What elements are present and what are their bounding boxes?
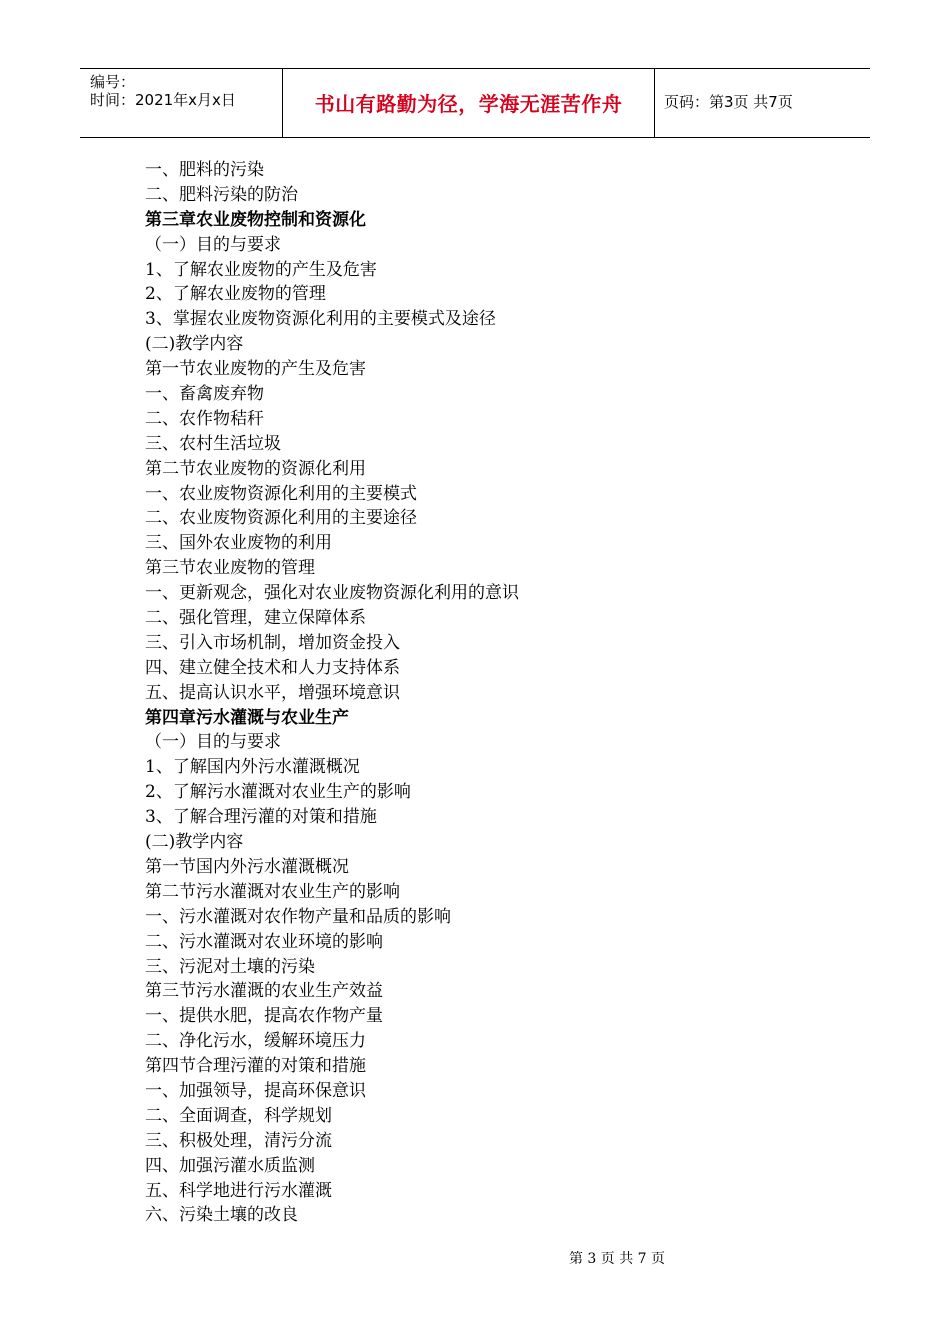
text-line: 2、了解污水灌溉对农业生产的影响 — [145, 782, 411, 803]
document-date: 时间：2021年x月x日 — [90, 91, 236, 109]
text-line: 1、了解国内外污水灌溉概况 — [145, 757, 360, 778]
text-line: 四、加强污灌水质监测 — [145, 1155, 315, 1176]
text-line: 一、污水灌溉对农作物产量和品质的影响 — [145, 906, 451, 927]
text-line: 二、全面调查，科学规划 — [145, 1105, 332, 1126]
text-line: （一）目的与要求 — [145, 234, 281, 255]
text-line: 一、农业废物资源化利用的主要模式 — [145, 483, 417, 504]
text-line: 五、提高认识水平，增强环境意识 — [145, 682, 400, 703]
text-line: 第四节合理污灌的对策和措施 — [145, 1056, 366, 1077]
text-line: 二、农作物秸秆 — [145, 408, 264, 429]
header-left-cell — [80, 69, 282, 137]
text-line: 五、科学地进行污水灌溉 — [145, 1180, 332, 1201]
page-header — [80, 68, 870, 138]
document-number-label: 编号： — [90, 73, 136, 91]
text-line: 2、了解农业废物的管理 — [145, 284, 326, 305]
text-line: 三、农村生活垃圾 — [145, 433, 281, 454]
text-line: 第三节农业废物的管理 — [145, 558, 315, 579]
text-line: 三、污泥对土壤的污染 — [145, 956, 315, 977]
text-line: 第一节国内外污水灌溉概况 — [145, 856, 349, 877]
text-line: 三、积极处理，清污分流 — [145, 1130, 332, 1151]
text-line: 第三节污水灌溉的农业生产效益 — [145, 981, 383, 1002]
text-line: (二)教学内容 — [145, 334, 244, 355]
text-line: 三、国外农业废物的利用 — [145, 533, 332, 554]
text-line: 二、污水灌溉对农业环境的影响 — [145, 931, 383, 952]
page-footer: 第 3 页 共 7 页 — [568, 1251, 666, 1267]
text-line: 一、加强领导，提高环保意识 — [145, 1080, 366, 1101]
text-line: 一、提供水肥，提高农作物产量 — [145, 1006, 383, 1027]
text-line: 一、畜禽废弃物 — [145, 384, 264, 405]
text-line: 第一节农业废物的产生及危害 — [145, 359, 366, 380]
header-motto: 书山有路勤为径，学海无涯苦作舟 — [314, 92, 623, 116]
header-page-info: 页码：第3页 共7页 — [664, 93, 793, 111]
text-line: (二)教学内容 — [145, 832, 244, 853]
text-line: 第二节污水灌溉对农业生产的影响 — [145, 881, 400, 902]
text-line: 二、净化污水，缓解环境压力 — [145, 1031, 366, 1052]
text-line: （一）目的与要求 — [145, 732, 281, 753]
text-line: 3、掌握农业废物资源化利用的主要模式及途径 — [145, 309, 496, 330]
text-line: 三、引入市场机制，增加资金投入 — [145, 632, 400, 653]
header-right-cell — [654, 69, 870, 137]
text-line: 3、了解合理污灌的对策和措施 — [145, 807, 377, 828]
text-line: 第二节农业废物的资源化利用 — [145, 458, 366, 479]
chapter-heading: 第三章农业废物控制和资源化 — [145, 209, 366, 230]
header-middle-cell — [282, 69, 655, 137]
text-line: 一、更新观念，强化对农业废物资源化利用的意识 — [145, 583, 519, 604]
text-line: 二、肥料污染的防治 — [145, 184, 298, 205]
text-line: 1、了解农业废物的产生及危害 — [145, 259, 377, 280]
document-body — [145, 158, 845, 1228]
text-line: 六、污染土壤的改良 — [145, 1205, 298, 1226]
text-line: 二、强化管理，建立保障体系 — [145, 608, 366, 629]
text-line: 四、建立健全技术和人力支持体系 — [145, 657, 400, 678]
text-line: 一、肥料的污染 — [145, 160, 264, 180]
chapter-heading: 第四章污水灌溉与农业生产 — [145, 707, 349, 728]
text-line: 二、农业废物资源化利用的主要途径 — [145, 508, 417, 529]
